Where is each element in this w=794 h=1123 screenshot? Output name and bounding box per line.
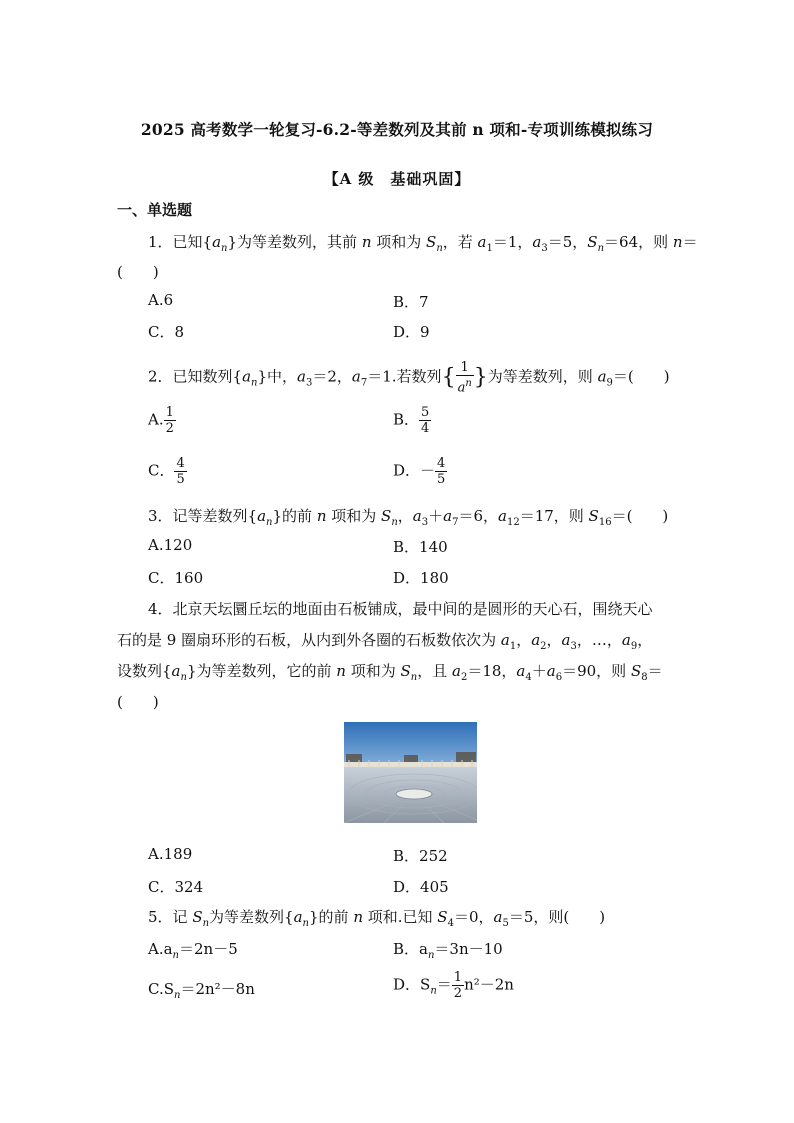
q5-option-d: D．$S_n=$ $\frac{1}{2}$ n²－2n [393,970,514,1001]
q1-option-d: D．9 [393,323,430,341]
q4-option-c: C．324 [148,878,204,896]
q4-option-b: B．252 [393,847,448,865]
q1-option-c: C．8 [148,323,185,341]
temple-of-heaven-photo [344,722,477,823]
q3-option-b: B．140 [393,538,448,556]
question-4-paren: ( ) [117,693,159,711]
q5-option-c: $C.S_n=2n^2-8n$ [148,980,255,1001]
question-4-line-3: 设数列$\{a_n\}$为等差数列，它的前 n 项和为 $S_n$，且 $a_2=18$，$a_4+a_6=90$，则 $S_8=$ [117,662,663,683]
question-4-line-1: 4．北京天坛圜丘坛的地面由石板铺成，最中间的是圆形的天心石，围绕天心 [148,600,653,618]
question-3: 3．记等差数列$\{a_n\}$的前 n 项和为 $S_n$，$a_3+a_7=6$，$a_{12}=17$，则 $S_{16}=$( ) [148,507,669,528]
question-1-paren: ( ) [117,263,159,281]
question-4-line-2: 石的是 9 圈扇环形的石板，从内到外各圈的石板数依次为 $a_1$，$a_2$，$a_3$，…，$a_9$， [117,631,653,652]
q2-option-d: D．－ $\frac{4}{5}$ [393,456,446,487]
q4-option-d: D．405 [393,878,449,896]
q2-option-b: B． $\frac{5}{4}$ [393,405,430,436]
q3-option-a: A.120 [148,536,193,554]
level-heading: 【A 级 基础巩固】 [323,170,471,188]
q4-option-a: A.189 [148,845,193,863]
section-heading: 一、单选题 [117,201,193,219]
q2-option-c: C． $\frac{4}{5}$ [148,456,185,487]
q1-option-a: A.6 [148,291,174,309]
question-1: 1．已知$\{a_n\}$为等差数列，其前 n 项和为 $S_n$，若 $a_1=1$，$a_3=5$，$S_n=64$，则 n＝ [148,233,698,254]
q5-option-b: B．$a_n=3n-10$ [393,940,503,961]
q2-option-a: A. $\frac{1}{2}$ [148,405,174,436]
q3-option-d: D．180 [393,569,449,587]
question-5: 5．记 $S_n$为等差数列$\{a_n\}$的前 n 项和.已知 $S_4=0$，$a_5=5$，则( ) [148,908,606,929]
document-title: 2025 高考数学一轮复习-6.2-等差数列及其前 n 项和-专项训练模拟练习 [140,120,654,139]
q3-option-c: C．160 [148,569,204,587]
question-2: 2．已知数列$\{a_n\}$中，$a_3=2$，$a_7=1$.若数列{ $\frac{1}{a^n}$ }为等差数列，则 $a_9=$( ) [148,360,670,396]
q5-option-a: $A.a_n=2n-5$ [148,940,238,961]
q1-option-b: B．7 [393,293,429,311]
